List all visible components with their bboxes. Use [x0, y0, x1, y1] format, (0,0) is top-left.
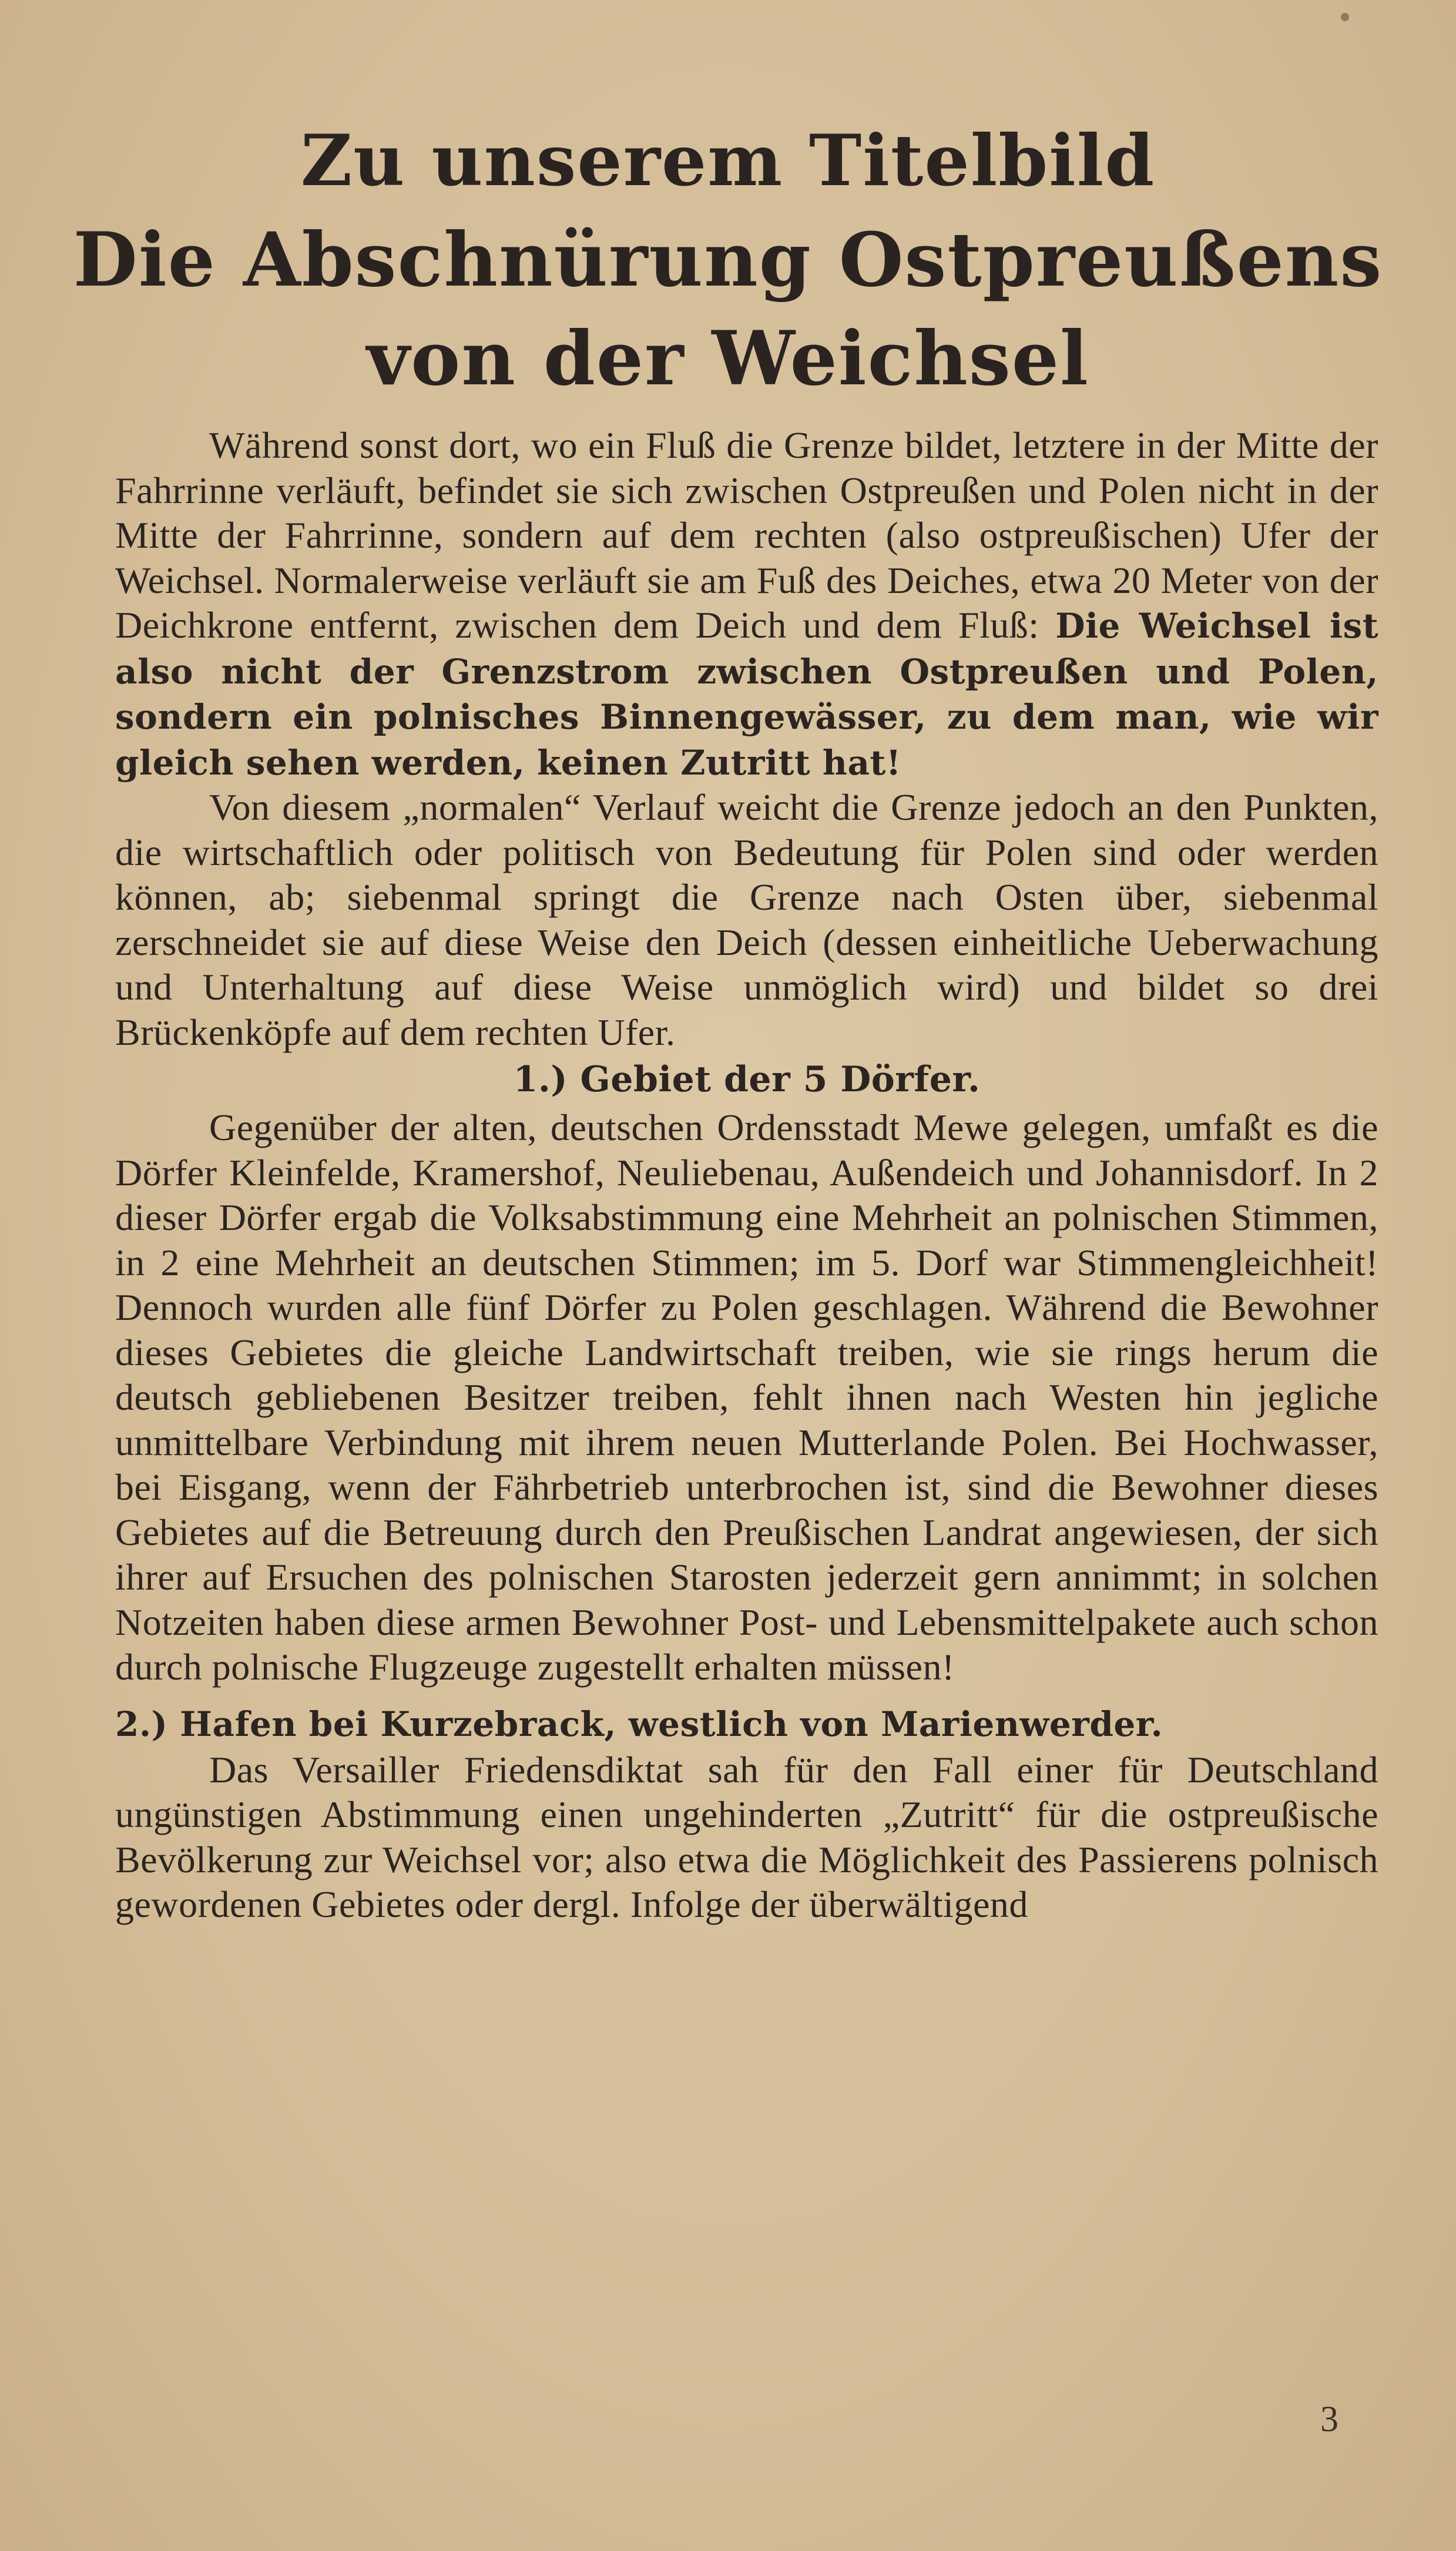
- section-heading-1: 1.) Gebiet der 5 Dörfer.: [513, 1059, 981, 1100]
- paper-speck: [1341, 13, 1349, 21]
- paragraph-1-text: Während sonst dort, wo ein Fluß die Grenze bildet, letztere in der Mitte der Fahrrinne verläuft, befindet sie sich zwischen Ostpreußen und Polen nicht in der Mitte der Fahrrinne, sondern auf dem rechten (also ostpreußischen) Ufer der Weichsel. Normalerweise verläuft sie am Fuß des Deiches, etwa 20 Meter von der Deichkrone entfernt, zwischen dem Deich und dem Fluß:: [115, 424, 1378, 646]
- title-block: [0, 112, 1456, 408]
- paragraph-4: Das Versailler Friedensdiktat sah für den Fall einer für Deutschland ungünstigen Abstimmung einen ungehinderten „Zutritt“ für die ostpreußische Bevölkerung zur Weichsel vor; also etwa die Möglichkeit des Passierens polnisch gewordenen Gebietes oder dergl. Infolge der überwältigend: [115, 1748, 1378, 1925]
- page-number: 3: [1320, 2399, 1338, 2439]
- section-heading-2: 2.) Hafen bei Kurzebrack, westlich von Marienwerder.: [115, 1704, 1163, 1744]
- title-line-3: von der Weichsel: [367, 315, 1089, 402]
- paragraph-2: Von diesem „normalen“ Verlauf weicht die Grenze jedoch an den Punkten, die wirtschaftlich oder politisch von Bedeutung für Polen sind oder werden können, ab; siebenmal springt die Grenze nach Osten über, siebenmal zerschneidet sie auf diese Weise den Deich (dessen einheitliche Ueberwachung und Unterhaltung auf diese Weise unmöglich wird) und bildet so drei Brückenköpfe auf dem rechten Ufer.: [115, 786, 1378, 1053]
- article-body: [115, 423, 1378, 1928]
- title-line-2: Die Abschnürung Ostpreußens: [73, 216, 1383, 303]
- title-line-1: Zu unserem Titelbild: [300, 119, 1156, 202]
- paragraph-3: Gegenüber der alten, deutschen Ordensstadt Mewe gelegen, umfaßt es die Dörfer Kleinfelde, Kramershof, Neuliebenau, Außendeich und Johannisdorf. In 2 dieser Dörfer ergab die Volksabstimmung eine Mehrheit an polnischen Stimmen, in 2 eine Mehrheit an deutschen Stimmen; im 5. Dorf war Stimmengleichheit! Dennoch wurden alle fünf Dörfer zu Polen geschlagen. Während die Bewohner dieses Gebietes die gleiche Landwirtschaft treiben, wie sie rings herum die deutsch gebliebenen Besitzer treiben, fehlt ihnen nach Westen hin jegliche unmittelbare Verbindung mit ihrem neuen Mutterlande Polen. Bei Hochwasser, bei Eisgang, wenn der Fährbetrieb unterbrochen ist, sind die Bewohner dieses Gebietes auf die Betreuung durch den Preußischen Landrat angewiesen, der sich ihrer auf Ersuchen des polnischen Starosten jederzeit gern annimmt; in solchen Notzeiten haben diese armen Bewohner Post- und Lebensmittelpakete auch schon durch polnische Flugzeuge zugestellt erhalten müssen!: [115, 1107, 1378, 1688]
- paragraph-1: [115, 423, 1378, 785]
- paragraph-1-emphasis: Die Weichsel ist also nicht der Grenzstrom zwischen Ostpreußen und Polen, sondern ein polnisches Binnengewässer, zu dem man, wie wir gleich sehen werden, keinen Zutritt hat!: [115, 606, 1379, 783]
